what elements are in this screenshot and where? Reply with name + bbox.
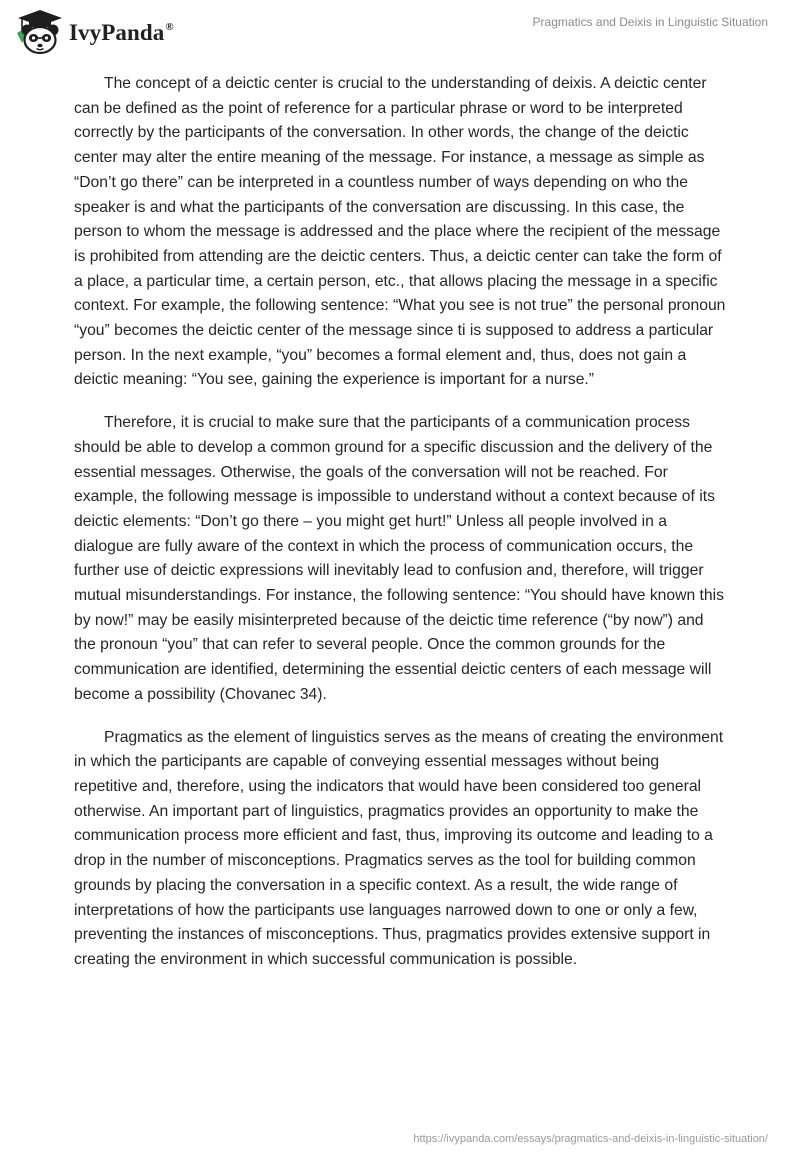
page-header — [0, 0, 800, 60]
ivypanda-logo[interactable] — [14, 9, 174, 55]
paragraph: The concept of a deictic center is crucial to the understanding of deixis. A deictic center can be defined as the point of reference for a particular phrase or word to be interpreted correctly by the participants of the conversation. In other words, the change of the deictic center may alter the entire meaning of the message. For instance, a message as simple as “Don’t go there” can be interpreted in a countless number of ways depending on who the speaker is and what the participants of the conversation are discussing. In this case, the person to whom the message is addressed and the place where the recipient of the message is prohibited from attending are the deictic centers. Thus, a deictic center can take the form of a place, a particular time, a certain person, etc., that allows placing the message in a specific context. For example, the following sentence: “What you see is not true” the personal pronoun “you” becomes the deictic center of the message since ti is supposed to address a particular person. In the next example, “you” becomes a formal element and, thus, does not gain a deictic meaning: “You see, gaining the experience is important for a nurse.” — [74, 75, 726, 389]
brand-name: IvyPanda® — [69, 20, 174, 45]
paragraph: Therefore, it is crucial to make sure that the participants of a communication process should be able to develop a common ground for a specific discussion and the delivery of the essential messages. Otherwise, the goals of the conversation will not be reached. For example, the following message is impossible to understand without a context because of its deictic elements: “Don’t go there – you might get hurt!” Unless all people involved in a dialogue are fully aware of the context in which the process of communication occurs, the further use of deictic expressions will inevitably lead to confusion and, therefore, will trigger mutual misunderstandings. For instance, the following sentence: “You should have known this by now!” may be easily misinterpreted because of the deictic time reference (“by now”) and the pronoun “you” that can refer to several people. Once the common grounds for the communication are identified, determining the essential deictic centers of each message will become a possibility (Chovanec 34). — [74, 414, 724, 703]
panda-graduation-cap-icon — [14, 9, 66, 55]
document-title: Pragmatics and Deixis in Linguistic Situation — [532, 15, 768, 29]
source-url[interactable]: https://ivypanda.com/essays/pragmatics-and-deixis-in-linguistic-situation/ — [413, 1133, 768, 1145]
paragraph: Pragmatics as the element of linguistics serves as the means of creating the environment in which the participants are capable of conveying essential messages without being repetitive and, therefore, using the indicators that would have been considered too general otherwise. An important part of linguistics, pragmatics provides an opportunity to make the communication process more efficient and fast, thus, improving its outcome and leading to a drop in the number of misconceptions. Pragmatics serves as the tool for building common grounds by placing the conversation in a specific context. As a result, the wide range of interpretations of how the participants use languages narrowed down to one or only a few, preventing the instances of misconceptions. Thus, pragmatics provides extensive support in creating the environment in which successful communication is possible. — [74, 728, 724, 968]
registered-mark: ® — [165, 21, 174, 33]
essay-body — [74, 72, 726, 991]
